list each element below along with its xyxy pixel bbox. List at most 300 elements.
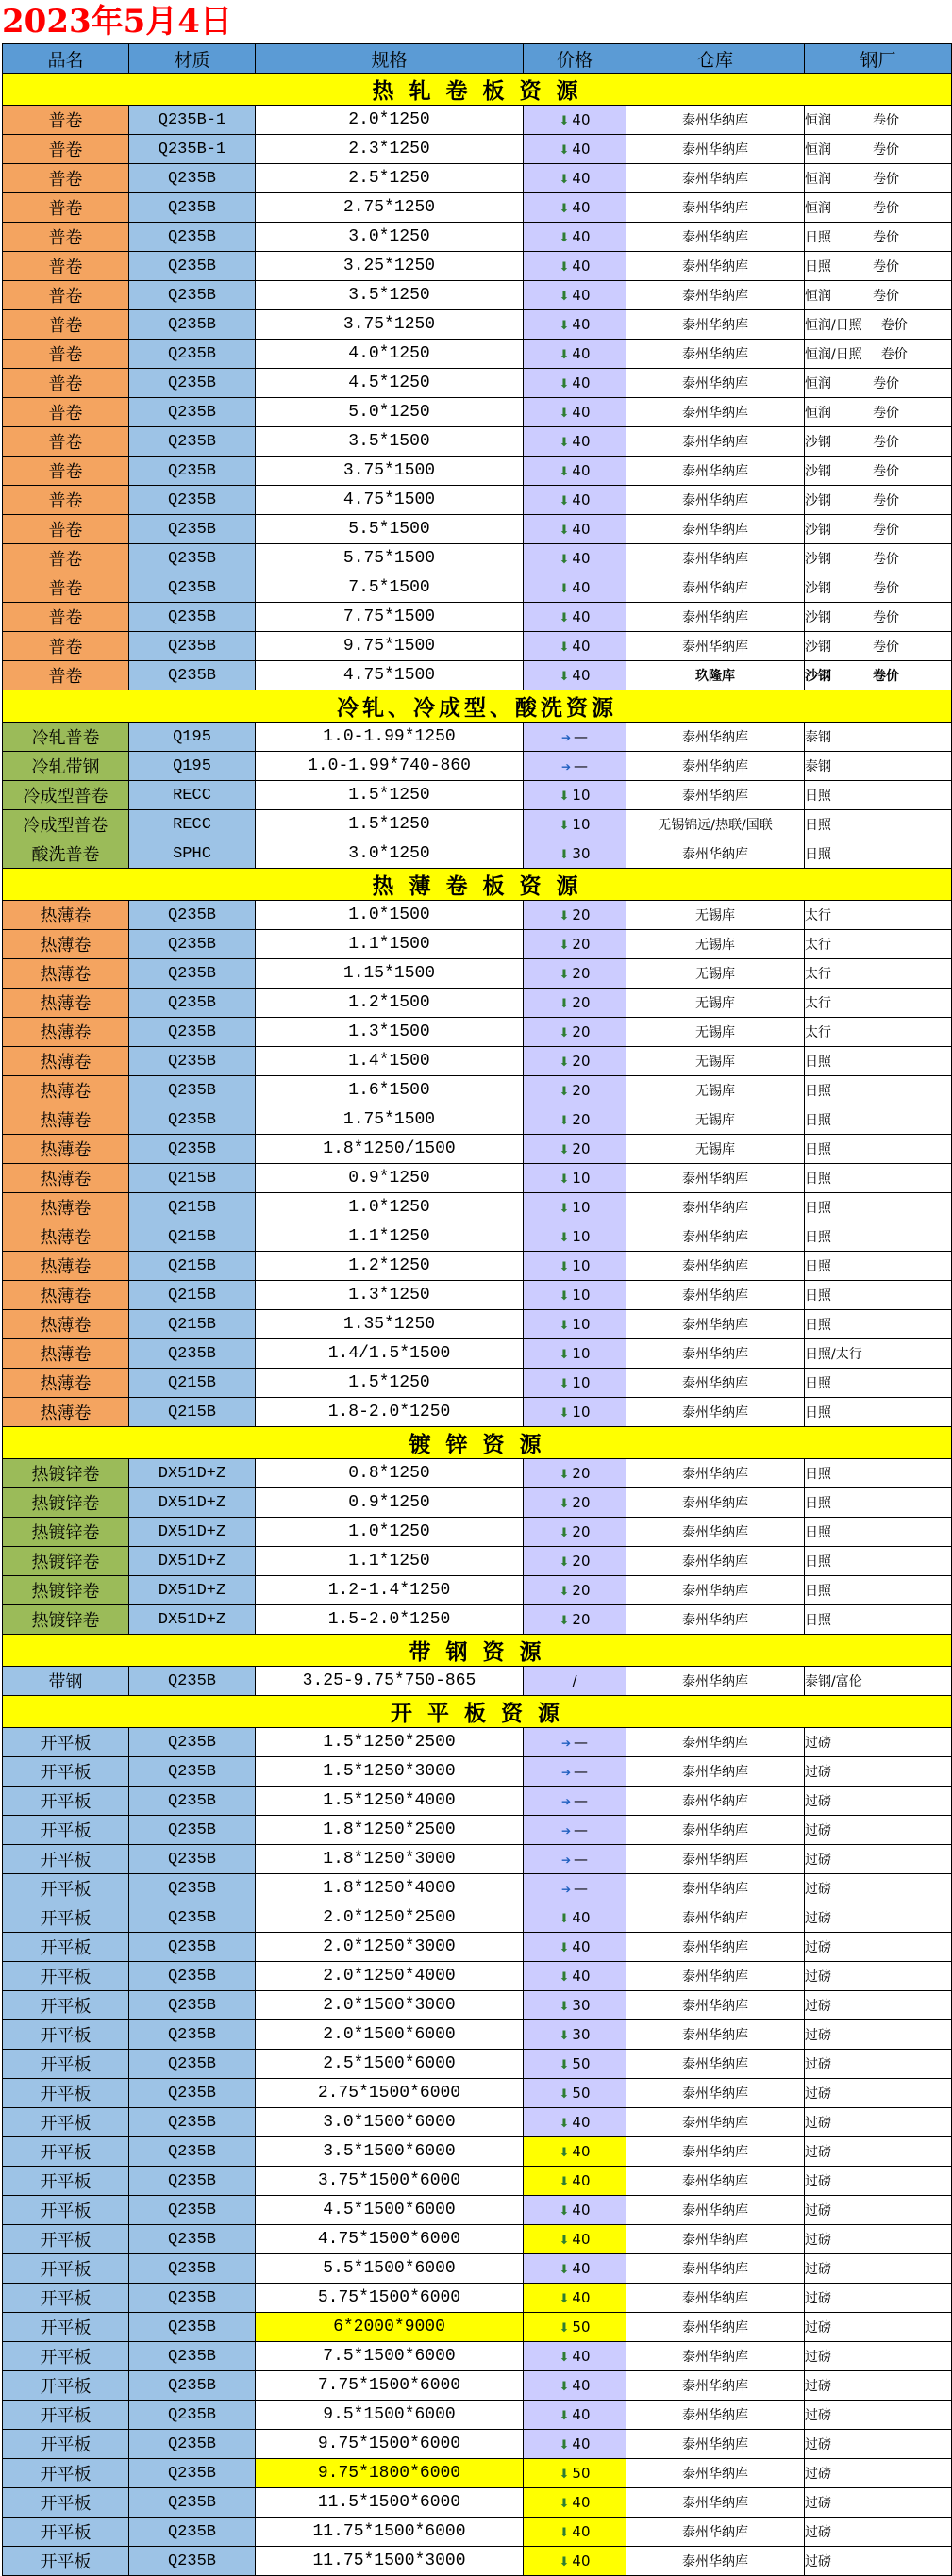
product-name-cell: 开平板	[3, 2518, 129, 2547]
down-arrow-icon: ⬇	[559, 997, 570, 1011]
mill-note: 卷价	[873, 610, 899, 625]
mill-name: 日照	[805, 230, 831, 245]
spec-cell: 3.0*1250	[256, 223, 524, 252]
product-name-cell: 热薄卷	[3, 1105, 129, 1135]
mill-cell	[805, 1576, 952, 1605]
material-cell: Q215B	[129, 1193, 256, 1222]
spec-cell: 3.5*1500*6000	[256, 2137, 524, 2167]
product-name-cell: 开平板	[3, 2079, 129, 2108]
spec-cell: 3.0*1500*6000	[256, 2108, 524, 2137]
price-change-cell	[524, 1576, 626, 1605]
price-change-cell	[524, 2547, 626, 2576]
price-change-value: 20	[572, 1582, 591, 1599]
mill-name: 过磅	[805, 2350, 831, 2365]
mill-note: 卷价	[873, 435, 899, 450]
price-change-cell	[524, 1874, 626, 1903]
product-name-cell: 开平板	[3, 2430, 129, 2459]
table-row	[3, 1845, 952, 1874]
mill-cell	[805, 310, 952, 340]
price-change-cell	[524, 1488, 626, 1518]
down-arrow-icon: ⬇	[559, 1348, 570, 1362]
down-arrow-icon: ⬇	[559, 1970, 570, 1985]
warehouse-cell: 泰州华纳库	[626, 193, 805, 223]
price-change-value: 40	[572, 2552, 591, 2569]
price-change-value: 40	[572, 258, 591, 274]
warehouse-cell: 泰州华纳库	[626, 427, 805, 457]
material-cell: Q235B	[129, 1135, 256, 1164]
mill-cell	[805, 1488, 952, 1518]
spec-cell: 1.5*1250	[256, 810, 524, 839]
price-change-value: 30	[572, 2026, 591, 2043]
material-cell: Q235B	[129, 1667, 256, 1696]
table-row	[3, 1459, 952, 1488]
material-cell: Q235B	[129, 603, 256, 632]
spec-cell: 1.2-1.4*1250	[256, 1576, 524, 1605]
down-arrow-icon: ⬇	[559, 1468, 570, 1482]
table-row	[3, 901, 952, 930]
spec-cell: 7.75*1500	[256, 603, 524, 632]
down-arrow-icon: ⬇	[559, 1526, 570, 1540]
mill-cell	[805, 164, 952, 193]
down-arrow-icon: ⬇	[559, 1231, 570, 1245]
table-row	[3, 2342, 952, 2371]
table-row	[3, 2459, 952, 2488]
product-name-cell: 普卷	[3, 427, 129, 457]
material-cell: Q235B	[129, 2401, 256, 2430]
mill-cell	[805, 2079, 952, 2108]
warehouse-cell: 无锡库	[626, 901, 805, 930]
section-header-row	[3, 869, 952, 901]
price-change-value: 10	[572, 787, 591, 804]
section-title: 热 轧 卷 板 资 源	[3, 74, 952, 106]
spec-cell: 9.75*1500	[256, 632, 524, 661]
warehouse-cell: 玖隆库	[626, 661, 805, 690]
table-row	[3, 1903, 952, 1933]
price-table	[2, 43, 952, 2576]
mill-note: 卷价	[873, 640, 899, 655]
product-name-cell: 普卷	[3, 457, 129, 486]
mill-cell	[805, 369, 952, 398]
warehouse-cell: 泰州华纳库	[626, 1757, 805, 1787]
material-cell: Q235B	[129, 2488, 256, 2518]
product-name-cell: 开平板	[3, 1787, 129, 1816]
mill-name: 沙钢	[805, 640, 831, 655]
material-cell: Q235B	[129, 573, 256, 603]
table-row	[3, 1222, 952, 1252]
table-row	[3, 1991, 952, 2020]
material-cell: Q195	[129, 752, 256, 781]
material-cell: Q235B	[129, 398, 256, 427]
spec-cell: 11.5*1500*6000	[256, 2488, 524, 2518]
spec-cell: 1.35*1250	[256, 1310, 524, 1339]
price-change-value: 40	[572, 374, 591, 391]
mill-cell	[805, 930, 952, 959]
down-arrow-icon: ⬇	[559, 909, 570, 923]
header-spec: 规格	[256, 44, 524, 74]
price-change-cell	[524, 2284, 626, 2313]
down-arrow-icon: ⬇	[559, 1497, 570, 1511]
mill-cell	[805, 1310, 952, 1339]
mill-name: 日照	[805, 1467, 831, 1482]
price-change-value: 40	[572, 2114, 591, 2131]
down-arrow-icon: ⬇	[559, 2000, 570, 2014]
table-row	[3, 989, 952, 1018]
spec-cell: 1.8*1250*4000	[256, 1874, 524, 1903]
price-change-cell	[524, 930, 626, 959]
down-arrow-icon: ⬇	[559, 1377, 570, 1391]
spec-cell: 1.0*1500	[256, 901, 524, 930]
mill-name: 沙钢	[805, 552, 831, 567]
down-arrow-icon: ⬇	[559, 1114, 570, 1128]
mill-note: 卷价	[873, 581, 899, 596]
spec-cell: 1.5*1250*2500	[256, 1728, 524, 1757]
price-change-cell	[524, 1816, 626, 1845]
product-name-cell: 普卷	[3, 369, 129, 398]
product-name-cell: 带钢	[3, 1667, 129, 1696]
price-change-cell	[524, 1459, 626, 1488]
warehouse-cell: 泰州华纳库	[626, 1488, 805, 1518]
down-arrow-icon: ⬇	[559, 2117, 570, 2131]
material-cell: Q235B	[129, 1816, 256, 1845]
warehouse-cell: 泰州华纳库	[626, 2459, 805, 2488]
price-change-value: 40	[572, 287, 591, 304]
material-cell: Q235B	[129, 1728, 256, 1757]
product-name-cell: 冷成型普卷	[3, 810, 129, 839]
price-change-cell	[524, 1787, 626, 1816]
spec-cell: 1.8-2.0*1250	[256, 1398, 524, 1427]
price-change-value: 40	[572, 2172, 591, 2189]
material-cell: Q215B	[129, 1310, 256, 1339]
price-change-cell	[524, 515, 626, 544]
mill-cell	[805, 1369, 952, 1398]
warehouse-cell: 泰州华纳库	[626, 369, 805, 398]
mill-cell	[805, 515, 952, 544]
product-name-cell: 开平板	[3, 2488, 129, 2518]
warehouse-cell: 泰州华纳库	[626, 1816, 805, 1845]
table-row	[3, 2196, 952, 2225]
warehouse-cell: 泰州华纳库	[626, 2518, 805, 2547]
warehouse-cell: 泰州华纳库	[626, 1787, 805, 1816]
warehouse-cell: 泰州华纳库	[626, 1222, 805, 1252]
mill-cell	[805, 223, 952, 252]
price-change-value: 20	[572, 906, 591, 923]
price-change-value: —	[574, 1880, 589, 1897]
mill-note: 卷价	[873, 259, 899, 274]
price-change-cell	[524, 810, 626, 839]
price-change-value: 40	[572, 404, 591, 421]
down-arrow-icon: ⬇	[559, 2321, 570, 2335]
mill-name: 日照	[805, 1554, 831, 1570]
warehouse-cell: 泰州华纳库	[626, 2342, 805, 2371]
down-arrow-icon: ⬇	[559, 1055, 570, 1070]
product-name-cell: 冷成型普卷	[3, 781, 129, 810]
product-name-cell: 热薄卷	[3, 1076, 129, 1105]
material-cell: Q235B	[129, 1757, 256, 1787]
mill-name: 日照	[805, 1113, 831, 1128]
spec-cell: 3.75*1500	[256, 457, 524, 486]
down-arrow-icon: ⬇	[559, 494, 570, 508]
header-price: 价格	[524, 44, 626, 74]
warehouse-cell: 无锡库	[626, 1105, 805, 1135]
right-arrow-icon: ➔	[560, 1795, 572, 1808]
mill-cell	[805, 1933, 952, 1962]
spec-cell: 1.0-1.99*740-860	[256, 752, 524, 781]
mill-name: 过磅	[805, 1911, 831, 1926]
mill-name: 日照	[805, 1230, 831, 1245]
mill-name: 过磅	[805, 2525, 831, 2540]
table-row	[3, 2371, 952, 2401]
price-change-cell	[524, 603, 626, 632]
price-change-cell	[524, 398, 626, 427]
warehouse-cell: 泰州华纳库	[626, 164, 805, 193]
material-cell: Q235B	[129, 310, 256, 340]
price-change-value: 10	[572, 1257, 591, 1274]
warehouse-cell: 泰州华纳库	[626, 1369, 805, 1398]
down-arrow-icon: ⬇	[559, 2468, 570, 2482]
down-arrow-icon: ⬇	[559, 611, 570, 625]
mill-cell	[805, 1874, 952, 1903]
mill-note: 卷价	[873, 113, 899, 128]
price-change-cell	[524, 1518, 626, 1547]
spec-cell: 5.5*1500	[256, 515, 524, 544]
down-arrow-icon: ⬇	[559, 2087, 570, 2102]
section-title: 热 薄 卷 板 资 源	[3, 869, 952, 901]
material-cell: Q215B	[129, 1222, 256, 1252]
spec-cell: 1.4/1.5*1500	[256, 1339, 524, 1369]
table-row	[3, 281, 952, 310]
mill-cell	[805, 1845, 952, 1874]
table-row	[3, 1135, 952, 1164]
warehouse-cell: 泰州华纳库	[626, 2284, 805, 2313]
price-change-value: 40	[572, 2377, 591, 2394]
material-cell: Q235B	[129, 2050, 256, 2079]
right-arrow-icon: ➔	[560, 1737, 572, 1750]
price-change-value: —	[574, 1851, 589, 1868]
mill-name: 过磅	[805, 2145, 831, 2160]
material-cell: Q235B	[129, 2137, 256, 2167]
table-row	[3, 1728, 952, 1757]
mill-note: 卷价	[873, 172, 899, 187]
right-arrow-icon: ➔	[560, 1766, 572, 1779]
mill-cell	[805, 573, 952, 603]
price-change-cell	[524, 1845, 626, 1874]
product-name-cell: 开平板	[3, 2547, 129, 2576]
product-name-cell: 普卷	[3, 515, 129, 544]
price-change-value: 30	[572, 845, 591, 862]
material-cell: Q235B	[129, 164, 256, 193]
price-change-cell	[524, 781, 626, 810]
price-change-cell	[524, 1339, 626, 1369]
warehouse-cell: 无锡库	[626, 1018, 805, 1047]
spec-cell: 4.0*1250	[256, 340, 524, 369]
table-row	[3, 1488, 952, 1518]
mill-name: 过磅	[805, 2554, 831, 2569]
right-arrow-icon: ➔	[560, 1883, 572, 1896]
mill-name: 日照	[805, 1172, 831, 1187]
price-change-value: 40	[572, 608, 591, 625]
price-change-value: 40	[572, 1968, 591, 1985]
warehouse-cell: 泰州华纳库	[626, 2108, 805, 2137]
price-change-cell	[524, 752, 626, 781]
down-arrow-icon: ⬇	[559, 524, 570, 538]
price-change-value: 10	[572, 1199, 591, 1216]
mill-name: 过磅	[805, 2467, 831, 2482]
warehouse-cell: 无锡库	[626, 1047, 805, 1076]
price-change-cell	[524, 1398, 626, 1427]
warehouse-cell: 泰州华纳库	[626, 2079, 805, 2108]
warehouse-cell: 泰州华纳库	[626, 1459, 805, 1488]
table-row	[3, 2225, 952, 2254]
down-arrow-icon: ⬇	[559, 968, 570, 982]
price-change-value: 40	[572, 2406, 591, 2423]
price-change-cell	[524, 1547, 626, 1576]
mill-name: 泰钢	[805, 759, 831, 774]
price-change-value: 40	[572, 491, 591, 508]
warehouse-cell: 泰州华纳库	[626, 1667, 805, 1696]
warehouse-cell: 泰州华纳库	[626, 1933, 805, 1962]
mill-cell	[805, 1164, 952, 1193]
mill-name: 过磅	[805, 1794, 831, 1809]
section-title: 开 平 板 资 源	[3, 1696, 952, 1728]
table-row	[3, 2254, 952, 2284]
spec-cell: 5.5*1500*6000	[256, 2254, 524, 2284]
down-arrow-icon: ⬇	[559, 1912, 570, 1926]
mill-note: 卷价	[873, 669, 899, 684]
product-name-cell: 开平板	[3, 2020, 129, 2050]
product-name-cell: 开平板	[3, 1757, 129, 1787]
price-change-cell	[524, 2371, 626, 2401]
material-cell: Q235B	[129, 2371, 256, 2401]
product-name-cell: 普卷	[3, 164, 129, 193]
table-row	[3, 1369, 952, 1398]
product-name-cell: 冷轧普卷	[3, 723, 129, 752]
product-name-cell: 开平板	[3, 1903, 129, 1933]
price-change-cell	[524, 1667, 626, 1696]
warehouse-cell: 泰州华纳库	[626, 310, 805, 340]
mill-note: 卷价	[873, 523, 899, 538]
spec-cell: 2.0*1250	[256, 106, 524, 135]
mill-name: 日照	[805, 1376, 831, 1391]
mill-name: 泰钢	[805, 730, 831, 745]
warehouse-cell: 泰州华纳库	[626, 2167, 805, 2196]
price-change-cell	[524, 2518, 626, 2547]
mill-cell	[805, 2459, 952, 2488]
price-change-value: 40	[572, 2143, 591, 2160]
price-change-value: 40	[572, 2348, 591, 2365]
mill-note: 卷价	[880, 318, 908, 333]
down-arrow-icon: ⬇	[559, 2146, 570, 2160]
material-cell: Q235B	[129, 1018, 256, 1047]
product-name-cell: 普卷	[3, 340, 129, 369]
material-cell: Q235B	[129, 2547, 256, 2576]
material-cell: DX51D+Z	[129, 1576, 256, 1605]
section-title: 镀 锌 资 源	[3, 1427, 952, 1459]
down-arrow-icon: ⬇	[559, 1406, 570, 1421]
down-arrow-icon: ⬇	[559, 2292, 570, 2306]
warehouse-cell: 泰州华纳库	[626, 723, 805, 752]
price-change-cell	[524, 1605, 626, 1635]
mill-cell	[805, 135, 952, 164]
table-row	[3, 1605, 952, 1635]
price-change-cell	[524, 1310, 626, 1339]
spec-cell: 6*2000*9000	[256, 2313, 524, 2342]
warehouse-cell: 泰州华纳库	[626, 106, 805, 135]
price-change-cell	[524, 661, 626, 690]
page-title: 2023年5月4日	[2, 3, 232, 41]
mill-cell	[805, 2284, 952, 2313]
down-arrow-icon: ⬇	[559, 465, 570, 479]
product-name-cell: 热薄卷	[3, 1018, 129, 1047]
price-change-value: /	[572, 1672, 577, 1689]
price-change-value: 50	[572, 2318, 591, 2335]
warehouse-cell: 泰州华纳库	[626, 544, 805, 573]
mill-name: 恒润	[805, 406, 831, 421]
down-arrow-icon: ⬇	[559, 1202, 570, 1216]
material-cell: Q235B	[129, 2254, 256, 2284]
down-arrow-icon: ⬇	[559, 2497, 570, 2511]
price-change-value: 20	[572, 936, 591, 953]
mill-name: 过磅	[805, 1823, 831, 1838]
table-row	[3, 544, 952, 573]
mill-name: 过磅	[805, 2320, 831, 2335]
down-arrow-icon: ⬇	[559, 1026, 570, 1040]
mill-name: 日照	[805, 1259, 831, 1274]
mill-cell	[805, 1193, 952, 1222]
down-arrow-icon: ⬇	[559, 1555, 570, 1570]
warehouse-cell: 泰州华纳库	[626, 1281, 805, 1310]
mill-name: 恒润	[805, 113, 831, 128]
product-name-cell: 开平板	[3, 1962, 129, 1991]
mill-note: 卷价	[873, 552, 899, 567]
warehouse-cell: 泰州华纳库	[626, 457, 805, 486]
section-title: 带 钢 资 源	[3, 1635, 952, 1667]
price-change-cell	[524, 1135, 626, 1164]
spec-cell: 1.5*1250*4000	[256, 1787, 524, 1816]
spec-cell: 2.5*1250	[256, 164, 524, 193]
product-name-cell: 热镀锌卷	[3, 1459, 129, 1488]
down-arrow-icon: ⬇	[559, 2058, 570, 2072]
mill-name: 恒润	[805, 172, 831, 187]
spec-cell: 1.0-1.99*1250	[256, 723, 524, 752]
material-cell: Q235B	[129, 2079, 256, 2108]
price-change-value: 40	[572, 228, 591, 245]
mill-name: 过磅	[805, 1999, 831, 2014]
price-change-value: 40	[572, 345, 591, 362]
table-row	[3, 1281, 952, 1310]
mill-name: 过磅	[805, 2408, 831, 2423]
mill-name: 太行	[805, 967, 831, 982]
warehouse-cell: 泰州华纳库	[626, 2020, 805, 2050]
table-row	[3, 1962, 952, 1991]
warehouse-cell: 泰州华纳库	[626, 2547, 805, 2576]
price-change-cell	[524, 310, 626, 340]
down-arrow-icon: ⬇	[559, 582, 570, 596]
material-cell: Q235B	[129, 2167, 256, 2196]
price-change-cell	[524, 1105, 626, 1135]
table-row	[3, 1816, 952, 1845]
mill-cell	[805, 106, 952, 135]
mill-cell	[805, 2430, 952, 2459]
mill-name: 日照	[805, 1496, 831, 1511]
down-arrow-icon: ⬇	[559, 2204, 570, 2219]
down-arrow-icon: ⬇	[559, 848, 570, 862]
mill-name: 过磅	[805, 2496, 831, 2511]
spec-cell: 1.5*1250	[256, 781, 524, 810]
spec-cell: 9.5*1500*6000	[256, 2401, 524, 2430]
warehouse-cell: 泰州华纳库	[626, 1576, 805, 1605]
mill-name: 过磅	[805, 2262, 831, 2277]
price-change-value: 10	[572, 1228, 591, 1245]
